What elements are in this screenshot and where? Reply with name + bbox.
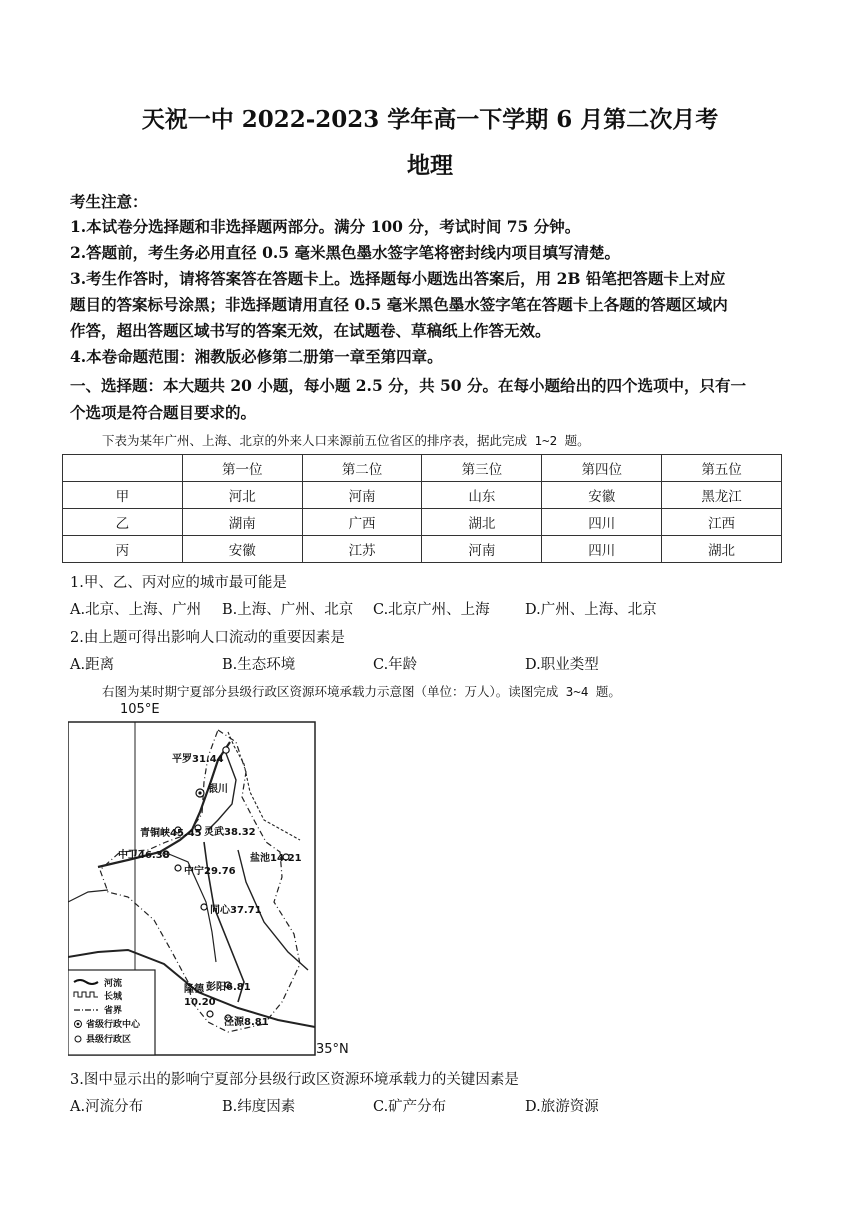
table-cell: 四川 [542, 536, 662, 563]
question-1-options [70, 598, 790, 618]
river-west [68, 890, 108, 902]
table-row [63, 509, 782, 536]
option-b[interactable]: B.生态环境 [222, 657, 296, 673]
notice-item: 4.本卷命题范围：湘教版必修第二册第一章至第四章。 [70, 347, 443, 366]
county-marker [223, 747, 229, 753]
section-heading: 一、选择题：本大题共 20 小题，每小题 2.5 分，共 50 分。在每小题给出的四个选项中，只有一 [70, 376, 746, 395]
table-cell: 河南 [422, 536, 542, 563]
legend-label: 县级行政区 [86, 1035, 132, 1045]
option-b[interactable]: B.上海、广州、北京 [222, 602, 354, 618]
table-cell: 广西 [302, 509, 422, 536]
place-label: 同心37.71 [210, 905, 262, 916]
question-2-stem: 2.由上题可得出影响人口流动的重要因素是 [70, 630, 345, 646]
option-a[interactable]: A.河流分布 [70, 1099, 144, 1115]
option-d[interactable]: D.职业类型 [525, 657, 599, 673]
option-a[interactable]: A.北京、上海、广州 [70, 602, 202, 618]
question-2-options [70, 653, 790, 673]
map-intro: 右图为某时期宁夏部分县级行政区资源环境承载力示意图（单位：万人）。读图完成 3~4 题。 [102, 684, 621, 699]
table-cell: 丙 [63, 536, 183, 563]
place-label: 泾源8.81 [224, 1017, 269, 1028]
section-heading-cont: 个选项是符合题目要求的。 [70, 403, 257, 422]
county-marker [207, 1011, 213, 1017]
table-intro: 下表为某年广州、上海、北京的外来人口来源前五位省区的排序表，据此完成 1~2 题。 [102, 433, 590, 448]
table-cell: 甲 [63, 482, 183, 509]
table-header-row [63, 455, 782, 482]
capital-marker-dot [198, 791, 201, 794]
question-3-stem: 3.图中显示出的影响宁夏部分县级行政区资源环境承载力的关键因素是 [70, 1072, 519, 1088]
county-marker [175, 865, 181, 871]
notice-item: 题目的答案标号涂黑；非选择题请用直径 0.5 毫米黑色墨水签字笔在答题卡上各题的答题区域内 [70, 295, 728, 314]
population-source-table [62, 454, 782, 563]
option-c[interactable]: C.矿产分布 [373, 1099, 447, 1115]
table-cell: 山东 [422, 482, 542, 509]
legend-label: 省界 [104, 1006, 123, 1016]
option-c[interactable]: C.北京广州、上海 [373, 602, 490, 618]
option-d[interactable]: D.广州、上海、北京 [525, 602, 657, 618]
place-label: 隆德 10.20 [184, 984, 216, 1008]
table-cell: 四川 [542, 509, 662, 536]
legend-wall-symbol [74, 992, 98, 997]
place-label: 中卫46.38 [118, 850, 170, 861]
place-label: 彭阳6.81 [206, 982, 251, 993]
table-cell: 安徽 [542, 482, 662, 509]
place-label: 盐池14.21 [250, 853, 302, 864]
ningxia-map [68, 702, 348, 1062]
legend-label: 省级行政中心 [86, 1020, 141, 1030]
table-cell: 乙 [63, 509, 183, 536]
exam-title: 天祝一中 2022-2023 学年高一下学期 6 月第二次月考 [141, 106, 719, 133]
notice-item: 作答，超出答题区域书写的答案无效，在试题卷、草稿纸上作答无效。 [70, 321, 551, 340]
county-marker [201, 904, 207, 910]
table-cell: 江苏 [302, 536, 422, 563]
notice-heading: 考生注意： [70, 192, 148, 211]
table-header-cell: 第三位 [422, 455, 542, 482]
legend-county-symbol [75, 1036, 81, 1042]
latitude-label: 35°N [316, 1042, 349, 1057]
table-cell: 湖南 [182, 509, 302, 536]
place-label: 灵武38.32 [204, 827, 256, 838]
table-cell: 河南 [302, 482, 422, 509]
option-a[interactable]: A.距离 [70, 657, 115, 673]
table-header-cell: 第四位 [542, 455, 662, 482]
table-cell [63, 455, 183, 482]
question-3-options [70, 1095, 790, 1115]
subject-title: 地理 [407, 152, 453, 179]
option-c[interactable]: C.年龄 [373, 657, 418, 673]
place-label: 平罗31.44 [172, 754, 224, 765]
option-b[interactable]: B.纬度因素 [222, 1099, 296, 1115]
table-cell: 河北 [182, 482, 302, 509]
table-cell: 湖北 [662, 536, 782, 563]
legend-label: 长城 [104, 992, 123, 1002]
place-label: 中宁29.76 [184, 866, 236, 877]
question-1-stem: 1.甲、乙、丙对应的城市最可能是 [70, 575, 287, 591]
table-cell: 安徽 [182, 536, 302, 563]
table-cell: 黑龙江 [662, 482, 782, 509]
notice-item: 3.考生作答时，请将答案答在答题卡上。选择题每小题选出答案后，用 2B 铅笔把答题卡上对应 [70, 269, 726, 288]
notice-item: 2.答题前，考生务必用直径 0.5 毫米黑色墨水签字笔将密封线内项目填写清楚。 [70, 243, 620, 262]
table-row [63, 482, 782, 509]
notice-item: 1.本试卷分选择题和非选择题两部分。满分 100 分，考试时间 75 分钟。 [70, 217, 581, 236]
table-cell: 湖北 [422, 509, 542, 536]
table-header-cell: 第二位 [302, 455, 422, 482]
table-header-cell: 第五位 [662, 455, 782, 482]
table-cell: 江西 [662, 509, 782, 536]
legend-label: 河流 [104, 979, 123, 989]
longitude-label: 105°E [120, 702, 160, 717]
table-row [63, 536, 782, 563]
option-d[interactable]: D.旅游资源 [525, 1099, 599, 1115]
table-header-cell: 第一位 [182, 455, 302, 482]
place-label: 青铜峡45.45 [140, 828, 202, 839]
place-label: 银川 [208, 784, 228, 795]
